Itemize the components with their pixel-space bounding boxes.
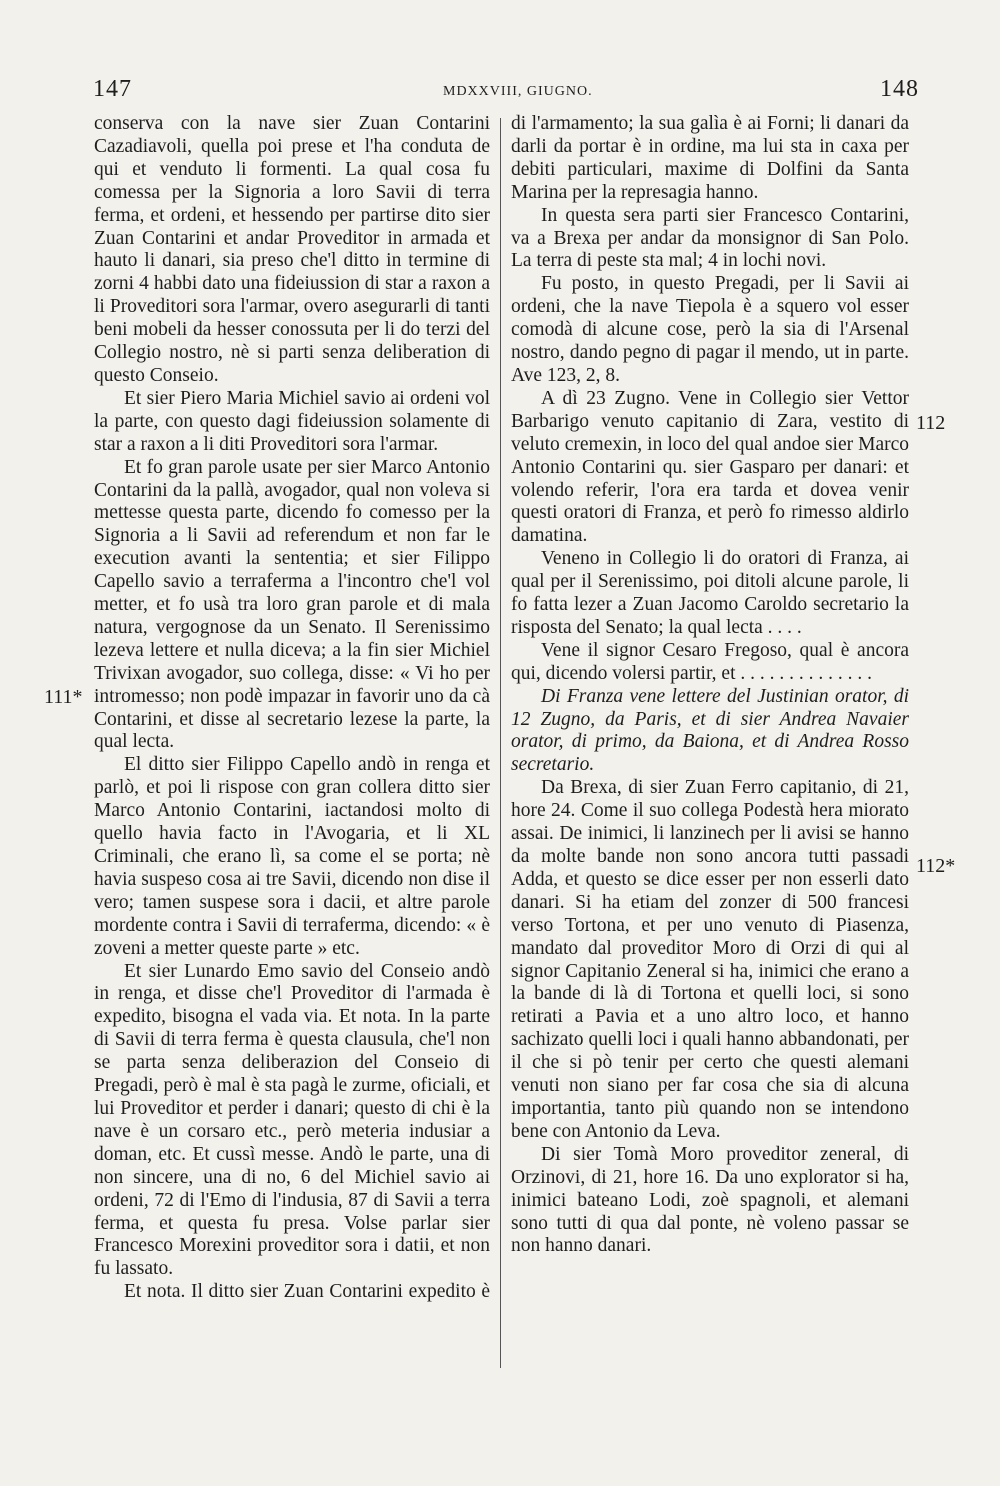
paragraph: Et fo gran parole usate per sier Marco Antonio Contarini da la pallà, avogador, qual non voleva si mettesse questa parte, dicendo fo comesso per la Signoria a li Savii ad referendum et non far le execution avanti la sententia; et sier Filippo Capello savio a terraferma a l'incontro che'l vol metter, et fo usà tra loro gran parole et di mala natura, vergognose da un Senato. Il Serenissimo lezeva lettere et nulla diceva; a la fin sier Michiel Trivixan avogador, suo collega, disse: « Vi ho per intromesso; non podè impazar in favorir uno da cà Contarini, et disse al secretario lezese la parte, la qual lecta. xyxy=(94,456,490,753)
paragraph: Fu posto, in questo Pregadi, per li Savii ai ordeni, che la nave Tiepola è a squero vol esser comodà di alcune cose, però la sia di l'Arsenal nostro, dando pegno di pagar il mendo, ut in parte. Ave 123, 2, 8. xyxy=(511,273,909,386)
paragraph: El ditto sier Filippo Capello andò in renga et parlò, et poi li rispose con gran collera ditto sier Marco Antonio Contarini, iactandosi molto di quello havia facto in l'Avogaria, et li XL Criminali, che erano lì, sa come el se porta; nè havia suspeso cosa ai tre Savii, dicendo non dise il vero; tamen suspese sora i dacii, et altre parole mordente contra i Savii di terraferma, dicendo: « è zoveni a metter queste parte » etc. xyxy=(94,754,490,959)
column-divider xyxy=(500,118,501,1368)
page-number-right: 148 xyxy=(880,76,919,102)
paragraph: Da Brexa, di sier Zuan Ferro capitanio, di 21, hore 24. Come il suo collega Podestà hera miorato assai. De inimici, li lanzinech per li avisi se hanno da molte bande non sono ancora tutti passadi Adda, et questo se dice esser per non esserli dato danari. Si ha etiam del zonzer di 500 francesi verso Tortona, et per uno venuto di Piasenza, mandato dal proveditor Moro di Orzi di qui al signor Capitanio Zeneral si ha, inimici che erano a la bande di là di Tortona et quelli loci, si sono retirati a Pavia et a uno altro loco, et hanno sachizato quelli loci i quali hanno abbandonati, per il che si pò tenir per certo che questi alemani venuti non siano per far cosa che sia di alcuna importantia, tanto più quando non se intendono bene con Antonio da Leva. xyxy=(511,777,909,1142)
page-number-left: 147 xyxy=(93,76,132,102)
running-title: MDXXVIII, GIUGNO. xyxy=(443,84,593,99)
paragraph: Veneno in Collegio li do oratori di Franza, ai qual per il Serenissimo, poi ditoli alcune parole, li fo fatta lezer a Zuan Jacomo Caroldo secretario la risposta del Senato; la qual lecta . . . . xyxy=(511,548,909,638)
paragraph: Et sier Lunardo Emo savio del Conseio andò in renga, et disse che'l Proveditor di l'armada è expedito, bisogna el vada via. Et nota. In la parte di Savii di terra ferma è questa clausula, che'l non se parta senza deliberazion del Conseio di Pregadi, però è mal è sta pagà le zurme, oficiali, et lui Proveditor et perder i danari; questo di chi è la nave è un corsaro etc., però meteria indusiar a doman, etc. Et cussì messe. Andò le parte, una di non sincere, una di no, 6 del Michiel savio ai ordeni, 72 di l'Emo di l'indusia, 87 di Savii a terra ferma, et questa fu presa. Volse parlar sier Francesco Morexini proveditor sora i datii, et non fu lassato. xyxy=(94,960,490,1280)
paragraph: In questa sera parti sier Francesco Contarini, va a Brexa per andar da monsignor di San Polo. La terra di peste sta mal; 4 in lochi novi. xyxy=(511,204,909,272)
margin-note-112-star: 112* xyxy=(916,855,956,877)
paragraph: conserva con la nave sier Zuan Contarini Cazadiavoli, quella poi prese et l'ha conduta de qui et venduto li formenti. La qual cosa fu comessa per la Signoria a loro Savii di terra ferma, et ordeni, et hessendo per partirse dito sier Zuan Contarini et andar Proveditor in armada et hauto li danari, sia preso che'l ditto in termine di zorni 4 habbi dato una fideiussion di star a raxon a li Proveditori sora l'armar, overo asegurarli di tanti beni mobeli da hesser conossuta per li do terzi del Collegio nostro, nè si parti senza deliberation di questo Conseio. xyxy=(94,113,490,386)
paragraph: Et sier Piero Maria Michiel savio ai ordeni vol la parte, con questo dagi fideiussion solamente di star a raxon a li diti Proveditori sora l'armar. xyxy=(94,387,490,455)
page-header xyxy=(0,76,1000,106)
left-column xyxy=(94,113,490,1304)
paragraph: Di sier Tomà Moro proveditor zeneral, di Orzinovi, di 21, hore 16. Da uno explorator si ha, inimici bateano Lodi, zoè spagnoli, et alemani sono tutti di qua dal ponte, nè voleno passar se non hanno danari. xyxy=(511,1143,909,1257)
paragraph: di l'armamento; la sua galìa è ai Forni; li danari da darli da portar è in ordine, ma lui sta in caxa per debiti particulari, maxime di Dolfini da Santa Marina per la represagia hanno. xyxy=(511,113,909,203)
paragraph: Et nota. Il ditto sier Zuan Contarini expedito è xyxy=(124,1281,490,1303)
section-heading: Di Franza vene lettere del Justinian orator, di 12 Zugno, da Paris, et di sier Andrea Navaier orator, di primo, da Baiona, et di Andrea Rosso secretario. xyxy=(511,685,909,776)
paragraph: A dì 23 Zugno. Vene in Collegio sier Vettor Barbarigo venuto capitanio di Zara, vestito di veluto cremexin, in loco del qual andoe sier Marco Antonio Contarini qu. sier Gasparo per danari: et volendo referir, l'ora era tarda et dovea venir questi oratori di Franza, et però fo rimesso aldirlo damatina. xyxy=(511,387,909,547)
margin-note-111-star: 111* xyxy=(44,686,83,708)
paragraph: Vene il signor Cesaro Fregoso, qual è ancora qui, dicendo volersi partir, et . . . . . . . . . . . . . . xyxy=(511,639,909,684)
margin-note-112: 112 xyxy=(916,412,946,434)
right-column xyxy=(511,113,909,1258)
